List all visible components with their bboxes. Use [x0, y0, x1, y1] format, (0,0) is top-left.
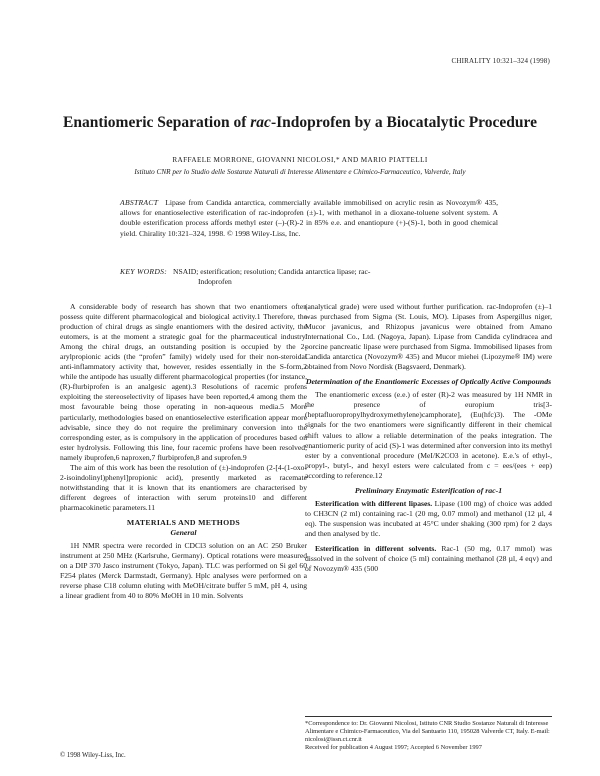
- run-in-heading-lipases: Esterification with different lipases.: [315, 498, 433, 508]
- subsection-heading-esterification: Preliminary Enzymatic Esterification of rac-1: [354, 485, 503, 495]
- left-column: [60, 302, 307, 601]
- title-part-2: -Indoprofen by a Biocatalytic Procedure: [270, 114, 538, 131]
- keywords-line-2: Indoprofen: [198, 277, 232, 287]
- title-part-1: Enantiomeric Separation of: [62, 114, 251, 131]
- lipases-paragraph: [305, 499, 552, 539]
- ee-paragraph: The enantiomeric excess (e.e.) of ester (R)-2 was measured by 1H NMR in the presence of europium tris[3-(heptafluoropropylhydroxymethylene)camphorate], (Eu(hfc)3). The -OMe signals for the two enantiomers were significantly different in their chemical shift values to allow a reliable determination of the peaks integration. The enantiomeric purity of acid (S)-1 was determined after conversion into its methyl ester by a conventional procedure (MeI/K2CO3 in acetone). E.e.'s of ethyl-, propyl-, butyl-, and hexyl esters were calculated from c = ees/(ees + eep) according to reference.12: [305, 390, 552, 480]
- solvents-paragraph: [305, 544, 552, 574]
- received-note: Received for publication 4 August 1997; Accepted 6 November 1997: [305, 744, 482, 751]
- journal-reference: CHIRALITY 10:321–324 (1998): [451, 57, 550, 65]
- section-heading: MATERIALS AND METHODS: [126, 517, 241, 527]
- materials-paragraph: (analytical grade) were used without further purification. rac-Indoprofen (±)–1 was purchased from Sigma (St. Louis, MO). Lipases from Aspergillus niger, Mucor javanicus, and Rhizopus javanicus were obtained from Amano International Co., Ltd. (Nagoya, Japan). Lipase from Candida cylindracea and porcine pancreatic lipase were purchased from Sigma. Immobilised lipases from Candida antarctica (Novozym® 435) and Mucor miehei (Lipozyme® IM) were obtained from Novo Nordisk (Bagsvaerd, Denmark).: [305, 302, 552, 372]
- keywords-line-1: NSAID; esterification; resolution; Candida antarctica lipase; rac-: [173, 267, 371, 276]
- article-title: [60, 113, 540, 132]
- title-part-italic: rac: [250, 114, 271, 131]
- copyright: © 1998 Wiley-Liss, Inc.: [60, 752, 126, 759]
- general-paragraph: 1H NMR spectra were recorded in CDCl3 solution on an AC 250 Bruker instrument at 250 MHz (Karlsruhe, Germany). Optical rotations were measured on a DIP 370 Jasco instrument (Tokyo, Japan). TLC was performed on Si gel 60 F254 plates (Merck Darmstadt, Germany). Hplc analyses were performed on a reverse phase C18 column eluting with MeOH/citrate buffer 5 mM, pH 4, using a linear gradient from 40 to 80% MeOH in 10 min. Solvents: [60, 541, 307, 601]
- run-in-heading-solvents: Esterification in different solvents.: [315, 543, 437, 553]
- abstract-text: Lipase from Candida antarctica, commercially available immobilised on acrylic resin as Novozym® 435, allows for enantioselective esterification of rac-indoprofen (±)-1, with methanol in a dioxane-toluene solvent system. A double esterification process affords methyl ester (–)-(R)-2 in 85% e.e. and enantiopure (+)-(S)-1, both in good chemical yield. Chirality 10:321–324, 1998. © 1998 Wiley-Liss, Inc.: [120, 198, 498, 238]
- lipases-text: Lipase (100 mg) of choice was added to CH3CN (2 ml) containing rac-1 (20 mg, 0.07 mmol) and methanol (12 µl, 4 eq). The suspension was incubated at 45°C under shaking (300 rpm) for 2 days and then analysed by tlc.: [305, 498, 552, 538]
- intro-paragraph-2: The aim of this work has been the resolution of (±)-indoprofen (2-[4-(1-oxo-2-isoindolinyl)phenyl]propionic acid), presently marketed as racemate notwithstanding that it is known that its enantiomers are characterised by different degrees of interaction with serum proteins10 and different pharmacokinetic parameters.11: [60, 462, 307, 512]
- keywords-label: KEY WORDS:: [120, 267, 168, 276]
- abstract: [120, 198, 498, 239]
- footnotes: [305, 716, 552, 752]
- subsection-heading-ee: Determination of the Enantiomeric Excesses of Optically Active Compounds: [305, 377, 552, 387]
- right-column: [305, 302, 552, 574]
- intro-paragraph-1: A considerable body of research has shown that two enantiomers often possess quite different pharmacological and biological activity.1 Therefore, the production of chiral drugs as single enantiomers with the desired activity, the eutomers, is at the moment a strategic goal for the pharmaceutical industry. Among the chiral drugs, an outstanding position is occupied by the 2-arylpropionic acids (the “profen” family) widely used for their non-steroidal anti-inflammatory activity that, however, resides essentially in the S-form,2 while the antipode has usually different pharmacological properties (for instance, (R)-flurbiprofen is an analgesic agent).3 Resolutions of racemic profens exploiting the stereoselectivity of lipases have been reported,4 among them the most favourable being those operating in non-aqueous media.5 More particularly, methodologies based on enantioselective esterification appear more advisable, since they do not require the preliminary conversion into the corresponding ester, as is compulsory in the application of procedures based on ester hydrolysis. Following this line, four racemic profens have been resolved, namely ibuprofen,6 naproxen,7 flurbiprofen,8 and suprofen.9: [60, 302, 307, 462]
- affiliation: Istituto CNR per lo Studio delle Sostanze Naturali di Interesse Alimentare e Chimico-Farmaceutico, Valverde, Italy: [134, 168, 466, 176]
- abstract-label: ABSTRACT: [120, 198, 159, 207]
- author-list: RAFFAELE MORRONE, GIOVANNI NICOLOSI,* AND MARIO PIATTELLI: [172, 156, 428, 164]
- solvents-text: Rac-1 (50 mg, 0.17 mmol) was dissolved in the solvent of choice (5 ml) containing methanol (28 µl, 4 eqv) and of Novozym® 435 (500: [305, 543, 552, 574]
- keywords: [120, 267, 498, 287]
- correspondence-note: *Correspondence to: Dr. Giovanni Nicolosi, Istituto CNR Studio Sostanze Naturali di Interesse Alimentare e Chimico-Farmaceutico, Via del Santuario 110, 195028 Valverde CT, Italy. E-mail: nicolosi@issn.ct.cnr.it: [305, 720, 550, 743]
- subsection-heading: General: [170, 528, 197, 538]
